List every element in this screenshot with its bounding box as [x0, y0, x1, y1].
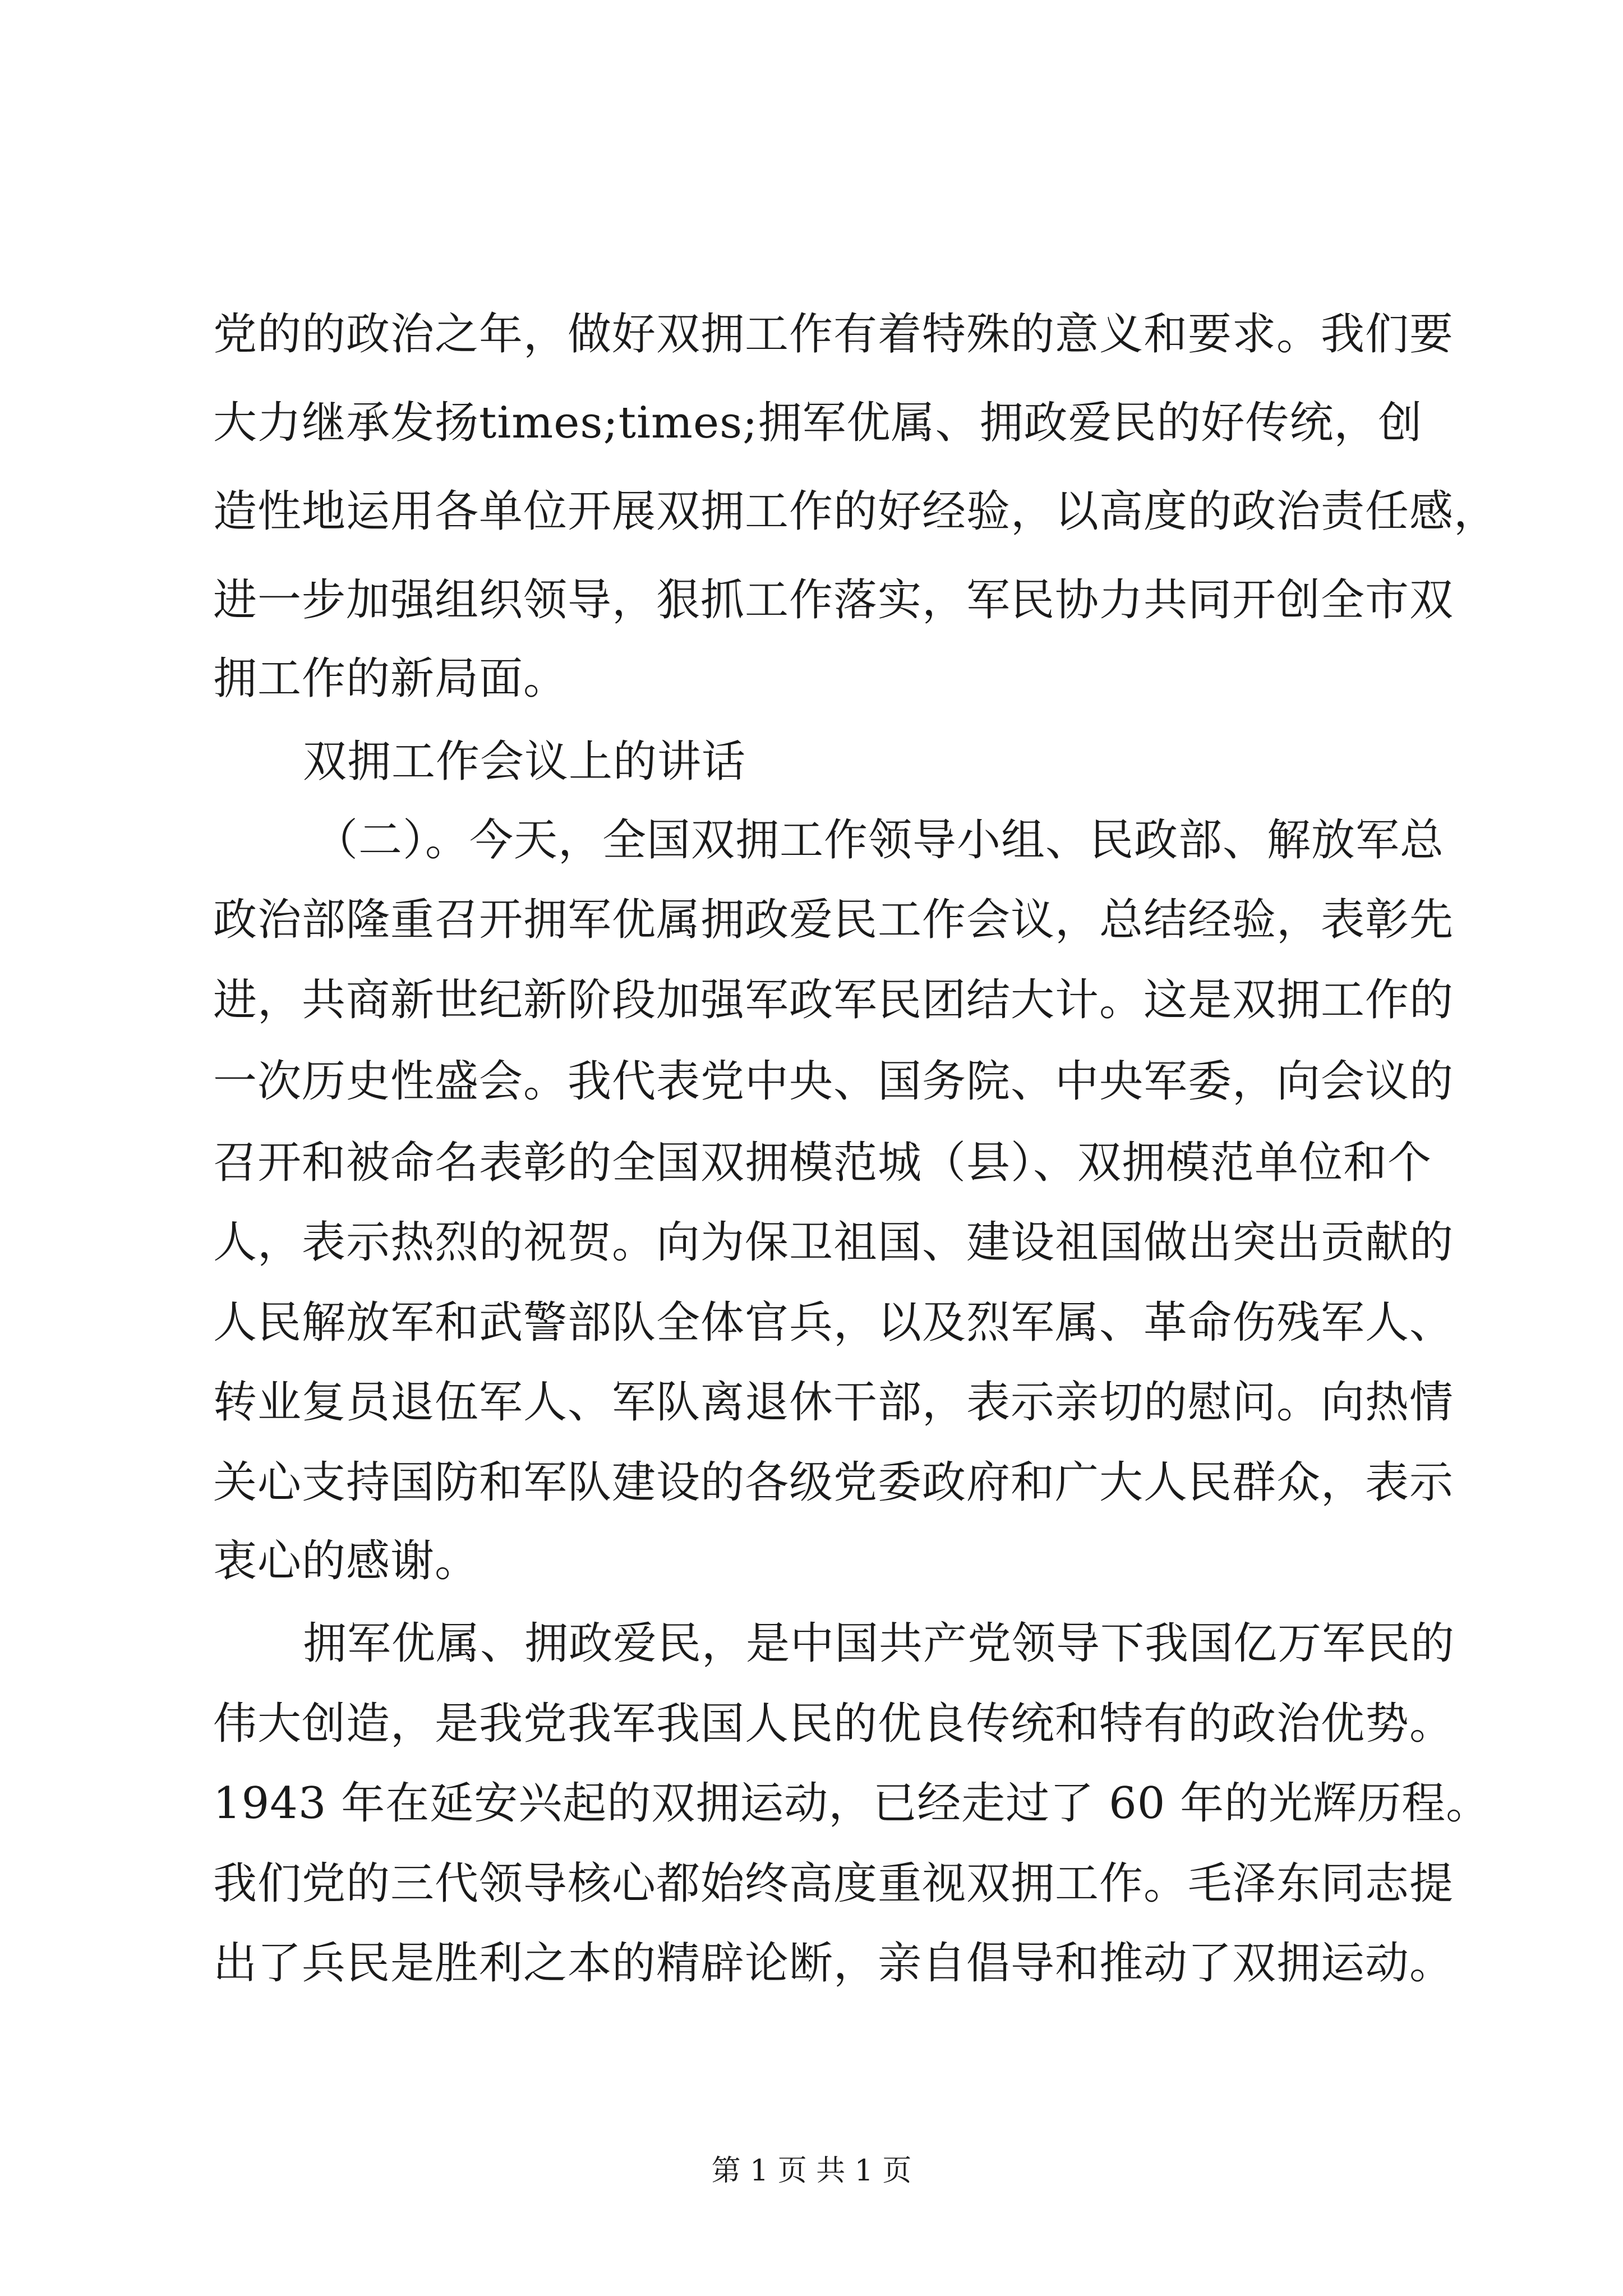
- body-text-line: 党的的政治之年，做好双拥工作有着特殊的意义和要求。我们要: [213, 309, 1454, 360]
- body-text-line: 人，表示热烈的祝贺。向为保卫祖国、建设祖国做出突出贡献的: [213, 1217, 1454, 1268]
- body-text-line: 出了兵民是胜利之本的精辟论断，亲自倡导和推动了双拥运动。: [213, 1938, 1454, 1989]
- body-text-line: （二）。今天，全国双拥工作领导小组、民政部、解放军总: [314, 815, 1445, 866]
- section-heading: 双拥工作会议上的讲话: [303, 737, 746, 787]
- body-text-line: 人民解放军和武警部队全体官兵，以及烈军属、革命伤残军人、: [213, 1297, 1454, 1348]
- body-text-line: 转业复员退伍军人、军队离退休干部，表示亲切的慰问。向热情: [213, 1377, 1454, 1428]
- body-text-line: 一次历史性盛会。我代表党中央、国务院、中央军委，向会议的: [213, 1056, 1454, 1107]
- body-text-line: 召开和被命名表彰的全国双拥模范城（县）、双拥模范单位和个: [213, 1138, 1432, 1188]
- body-text-line: 进，共商新世纪新阶段加强军政军民团结大计。这是双拥工作的: [213, 975, 1454, 1025]
- body-text-line: 关心支持国防和军队建设的各级党委政府和广大人民群众，表示: [213, 1457, 1454, 1508]
- body-text-line: 我们党的三代领导核心都始终高度重视双拥工作。毛泽东同志提: [213, 1858, 1454, 1909]
- body-text-line: 政治部隆重召开拥军优属拥政爱民工作会议，总结经验，表彰先: [213, 895, 1454, 945]
- body-text-line: 大力继承发扬times;times;拥军优属、拥政爱民的好传统，创: [213, 398, 1423, 448]
- page-footer: 第 1 页 共 1 页: [711, 2154, 912, 2188]
- body-text-line: 造性地运用各单位开展双拥工作的好经验，以高度的政治责任感，: [213, 486, 1498, 537]
- body-text-line: 拥工作的新局面。: [213, 654, 568, 704]
- body-text-line: 拥军优属、拥政爱民，是中国共产党领导下我国亿万军民的: [303, 1618, 1455, 1669]
- body-text-line: 伟大创造，是我党我军我国人民的优良传统和特有的政治优势。: [213, 1699, 1454, 1749]
- body-text-line: 进一步加强组织领导，狠抓工作落实，军民协力共同开创全市双: [213, 575, 1454, 625]
- body-text-line: 1943 年在延安兴起的双拥运动，已经走过了 60 年的光辉历程。: [213, 1778, 1491, 1829]
- body-text-line: 衷心的感谢。: [213, 1536, 479, 1586]
